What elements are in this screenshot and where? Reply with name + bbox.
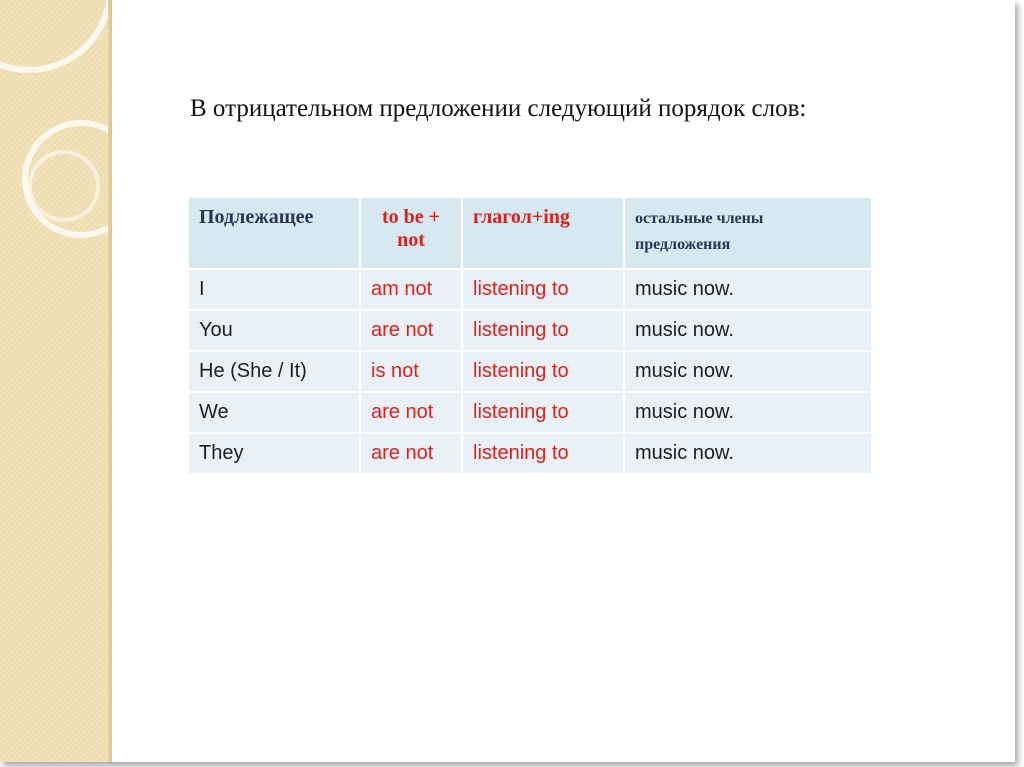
table-row xyxy=(189,311,871,350)
cell-verb-ing: listening to xyxy=(463,352,623,391)
table-row xyxy=(189,434,871,473)
slide-heading: В отрицательном предложении следующий порядок слов: xyxy=(190,95,807,122)
decorative-ring xyxy=(28,150,100,222)
cell-other-members: music now. xyxy=(625,434,871,473)
cell-subject: We xyxy=(189,393,359,432)
cell-to-be-not: are not xyxy=(361,393,461,432)
cell-verb-ing: listening to xyxy=(463,311,623,350)
header-other-members: остальные члены предложения xyxy=(625,198,871,268)
cell-subject: They xyxy=(189,434,359,473)
table-row xyxy=(189,393,871,432)
cell-subject: You xyxy=(189,311,359,350)
cell-verb-ing: listening to xyxy=(463,434,623,473)
table-row xyxy=(189,352,871,391)
cell-other-members: music now. xyxy=(625,393,871,432)
header-subject: Подлежащее xyxy=(189,198,359,268)
decorative-ring xyxy=(0,0,112,73)
cell-other-members: music now. xyxy=(625,270,871,309)
side-band-edge xyxy=(108,0,112,762)
cell-to-be-not: are not xyxy=(361,311,461,350)
cell-to-be-not: is not xyxy=(361,352,461,391)
cell-subject: I xyxy=(189,270,359,309)
decorative-side-band xyxy=(0,0,112,762)
cell-verb-ing: listening to xyxy=(463,270,623,309)
cell-to-be-not: am not xyxy=(361,270,461,309)
cell-to-be-not: are not xyxy=(361,434,461,473)
word-order-table xyxy=(187,196,873,475)
header-verb-ing: глагол+ing xyxy=(463,198,623,268)
table-row xyxy=(189,270,871,309)
cell-other-members: music now. xyxy=(625,311,871,350)
cell-subject: He (She / It) xyxy=(189,352,359,391)
table-header-row xyxy=(189,198,871,268)
cell-other-members: music now. xyxy=(625,352,871,391)
cell-verb-ing: listening to xyxy=(463,393,623,432)
header-to-be-not: to be + not xyxy=(361,198,461,268)
